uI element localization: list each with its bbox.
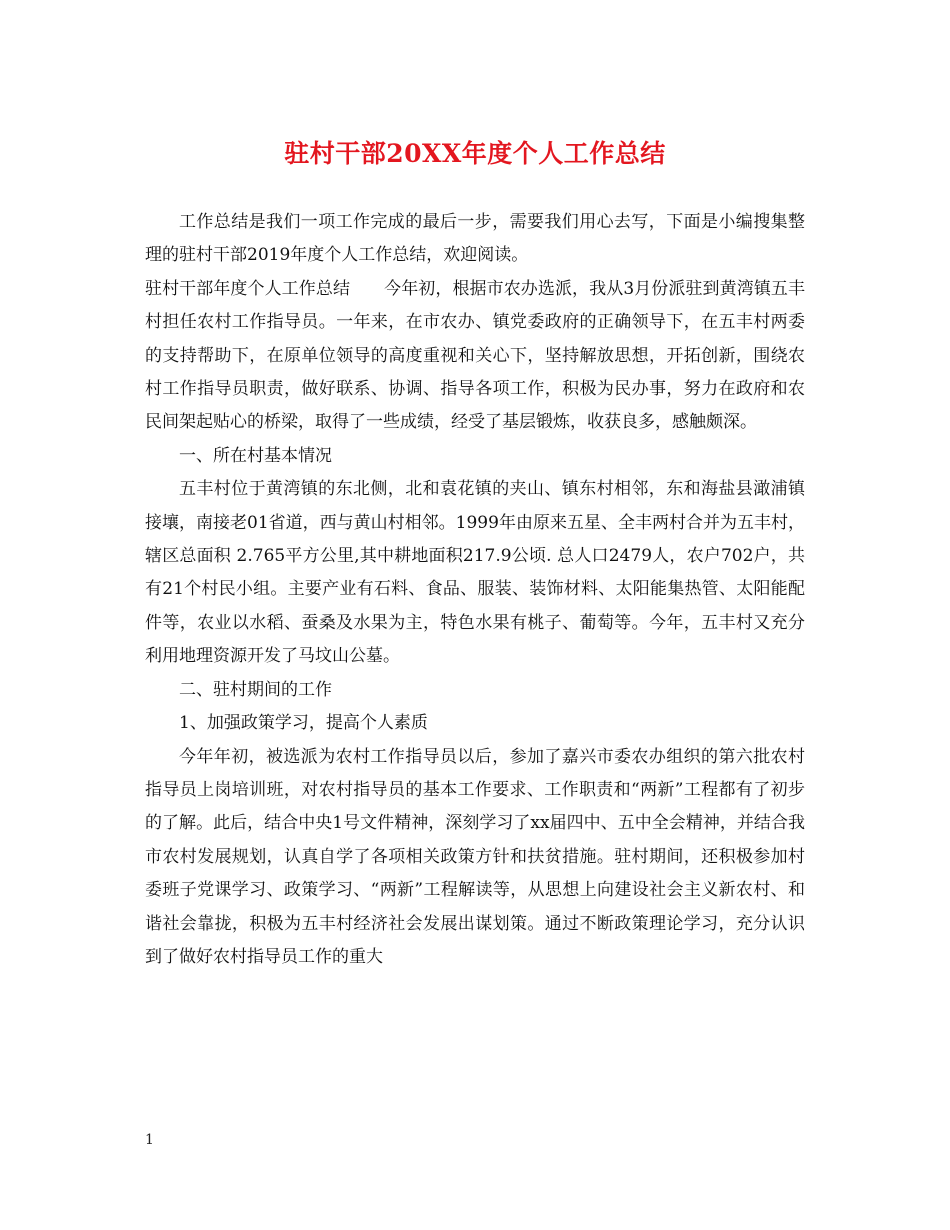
section-heading-2: 二、驻村期间的工作 (179, 679, 332, 700)
subsection-heading-1: 1、加强政策学习，提高个人素质 (179, 713, 428, 734)
summary-text: 今年初，根据市农办选派，我从3月份派驻到黄湾镇五丰村担任农村工作指导员。一年来，在市农办、镇党委政府的正确领导下，在五丰村两委的支持帮助下，在原单位领导的高度重视和关心下，坚持解放思想，开拓创新，围绕农村工作指导员职责，做好联系、协调、指导各项工作，积极为民办事，努力在政府和农民间架起贴心的桥梁，取得了一些成绩，经受了基层锻炼，收获良多，感触颇深。 (145, 278, 805, 433)
village-info-paragraph: 五丰村位于黄湾镇的东北侧，北和袁花镇的夹山、镇东村相邻，东和海盐县澉浦镇接壤，南接老01省道，西与黄山村相邻。1999年由原来五星、全丰两村合并为五丰村，辖区总面积 2.765平方公里,其中耕地面积217.9公顷. 总人口2479人，农户702户，共有21个村民小组。主要产业有石料、食品、服装、装饰材料、太阳能集热管、太阳能配件等，农业以水稻、蚕桑及水果为主，特色水果有桃子、葡萄等。今年，五丰村又充分利用地理资源开发了马坟山公墓。 (145, 479, 805, 667)
document-body (145, 206, 805, 974)
summary-paragraph (145, 273, 805, 440)
intro-paragraph: 工作总结是我们一项工作完成的最后一步，需要我们用心去写，下面是小编搜集整理的驻村干部2019年度个人工作总结，欢迎阅读。 (145, 212, 805, 266)
study-paragraph: 今年年初，被选派为农村工作指导员以后，参加了嘉兴市委农办组织的第六批农村指导员上岗培训班，对农村指导员的基本工作要求、工作职责和“两新”工程都有了初步的了解。此后，结合中央1号文件精神，深刻学习了xx届四中、五中全会精神，并结合我市农村发展规划，认真自学了各项相关政策方针和扶贫措施。驻村期间，还积极参加村委班子党课学习、政策学习、“两新”工程解读等，从思想上向建设社会主义新农村、和谐社会靠拢，积极为五丰村经济社会发展出谋划策。通过不断政策理论学习，充分认识到了做好农村指导员工作的重大 (145, 746, 805, 967)
page-number: 1 (145, 1132, 154, 1148)
section-heading-1: 一、所在村基本情况 (179, 445, 332, 466)
summary-heading: 驻村干部年度个人工作总结 (145, 278, 351, 299)
document-title: 驻村干部20XX年度个人工作总结 (284, 139, 666, 168)
